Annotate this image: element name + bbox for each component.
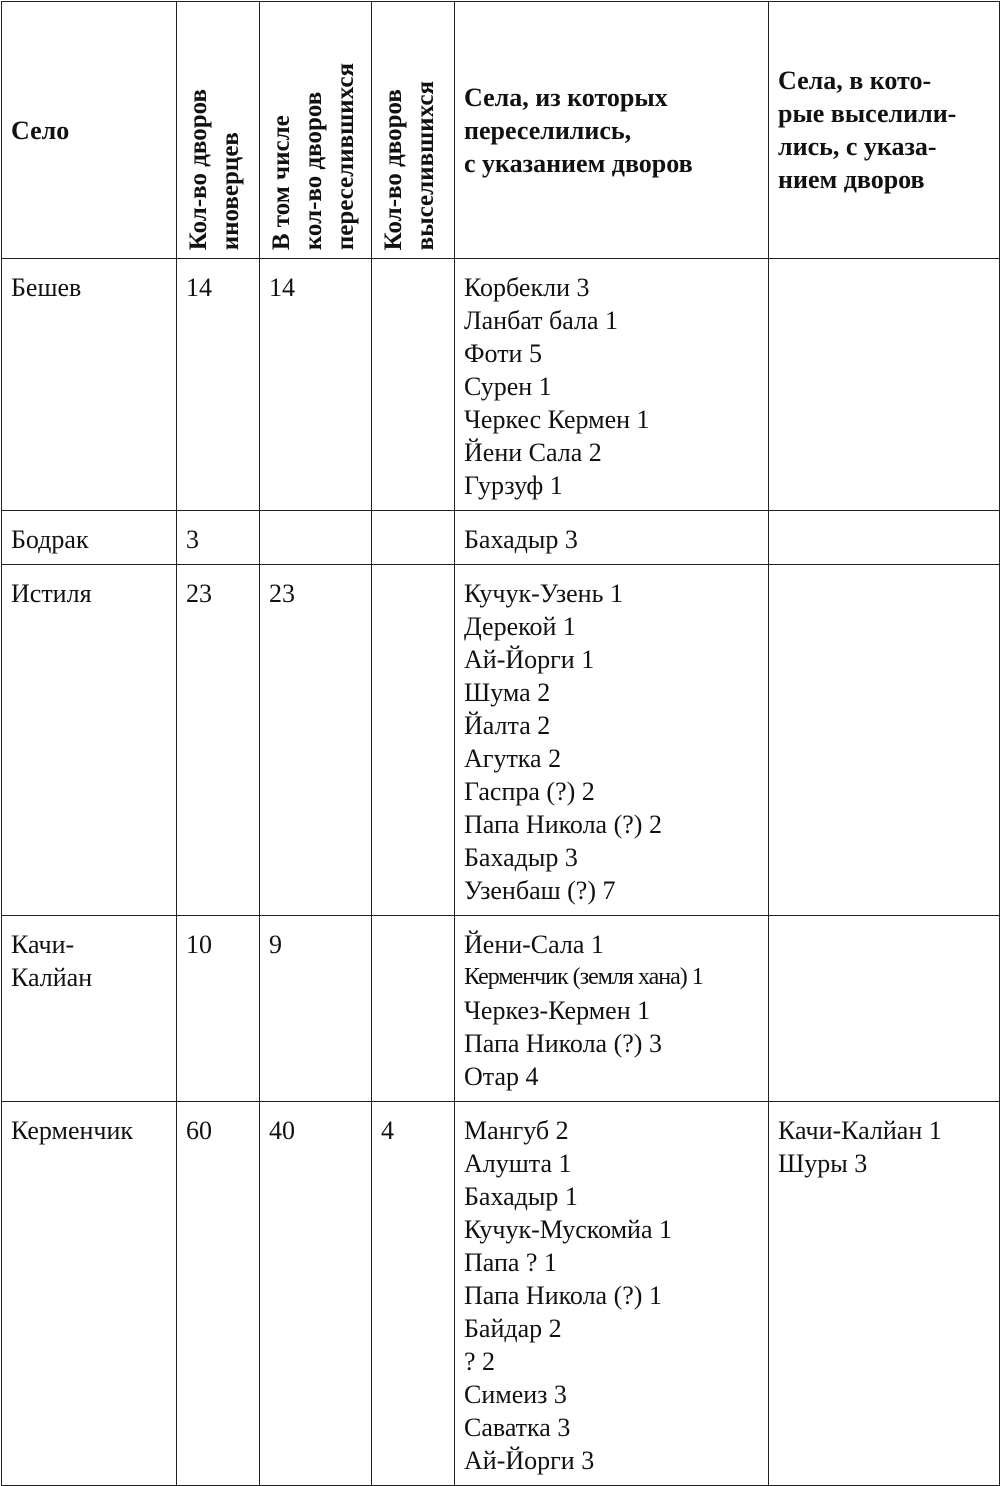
to-village-entry: Качи-Калйан 1 xyxy=(778,1116,942,1145)
from-village-entry: Узенбаш (?) 7 xyxy=(464,876,616,905)
from-village-entry: Бахадыр 3 xyxy=(464,525,578,554)
from-village-entry: Сурен 1 xyxy=(464,372,552,401)
from-village-entry: Симеиз 3 xyxy=(464,1380,567,1409)
header-households-label: Кол-во дворов иноверцев xyxy=(185,88,244,250)
evicted-value xyxy=(372,259,454,279)
evicted-value xyxy=(372,916,454,936)
from-village-entry: Саватка 3 xyxy=(464,1413,571,1442)
households-cell xyxy=(177,565,260,916)
from-village-entry: Бахадыр 1 xyxy=(464,1182,578,1211)
evicted-value xyxy=(372,511,454,531)
header-to-villages-label: Села, в кото- рые выселили- лись, с указа- нием дворов xyxy=(778,66,957,194)
resettled-cell xyxy=(260,259,372,511)
from-village-entry: Бахадыр 3 xyxy=(464,843,578,872)
from-village-entry: Кучук-Мускомйа 1 xyxy=(464,1215,672,1244)
households-value: 23 xyxy=(186,579,212,608)
header-evicted xyxy=(372,2,455,259)
header-evicted-label: Кол-во дворов выселившихся xyxy=(380,80,439,250)
from-villages-cell xyxy=(455,565,769,916)
village-cell xyxy=(2,1102,177,1486)
evicted-cell xyxy=(372,259,455,511)
from-village-entry: Отар 4 xyxy=(464,1062,539,1091)
households-value: 10 xyxy=(186,930,212,959)
from-village-entry: Кучук-Узень 1 xyxy=(464,579,623,608)
from-village-entry: Черкез-Кермен 1 xyxy=(464,996,651,1025)
resettled-cell xyxy=(260,1102,372,1486)
households-cell xyxy=(177,1102,260,1486)
village-cell xyxy=(2,565,177,916)
resettled-value: 14 xyxy=(269,273,295,302)
header-to-villages xyxy=(769,2,1000,259)
from-villages-cell xyxy=(455,511,769,565)
from-village-entry: Байдар 2 xyxy=(464,1314,562,1343)
village-name: Бешев xyxy=(11,273,82,302)
from-village-entry: Ай-Йорги 3 xyxy=(464,1446,595,1475)
table-row xyxy=(2,916,1000,1102)
village-table xyxy=(1,1,1000,1486)
from-village-entry: Папа ? 1 xyxy=(464,1248,557,1277)
from-village-entry: Агутка 2 xyxy=(464,744,562,773)
resettled-cell xyxy=(260,916,372,1102)
households-cell xyxy=(177,511,260,565)
from-village-entry: Йалта 2 xyxy=(464,711,551,740)
evicted-cell xyxy=(372,565,455,916)
from-village-entry: Черкес Кермен 1 xyxy=(464,405,650,434)
from-village-entry: Гаспра (?) 2 xyxy=(464,777,595,806)
header-resettled xyxy=(260,2,372,259)
from-village-entry: Фоти 5 xyxy=(464,339,542,368)
to-villages-cell xyxy=(769,565,1000,916)
village-name: Керменчик xyxy=(11,1116,134,1145)
to-villages-cell xyxy=(769,1102,1000,1486)
from-village-entry: Папа Никола (?) 1 xyxy=(464,1281,662,1310)
from-village-entry: Керменчик (земля хана) 1 xyxy=(464,964,703,990)
header-resettled-label: В том числе кол-во дворов переселившихся xyxy=(268,62,359,250)
evicted-cell xyxy=(372,916,455,1102)
from-village-entry: Шума 2 xyxy=(464,678,551,707)
village-name: Истиля xyxy=(11,579,92,608)
from-village-entry: Мангуб 2 xyxy=(464,1116,569,1145)
header-from-villages xyxy=(455,2,769,259)
village-cell xyxy=(2,511,177,565)
from-village-entry: Йени-Сала 1 xyxy=(464,930,604,959)
from-village-entry: Папа Никола (?) 3 xyxy=(464,1029,662,1058)
table-row xyxy=(2,1102,1000,1486)
table-row xyxy=(2,259,1000,511)
village-cell xyxy=(2,916,177,1102)
resettled-value: 9 xyxy=(269,930,282,959)
to-villages-cell xyxy=(769,259,1000,511)
from-village-entry: Алушта 1 xyxy=(464,1149,572,1178)
from-village-entry: Папа Никола (?) 2 xyxy=(464,810,662,839)
village-name: Бодрак xyxy=(11,525,89,554)
households-value: 60 xyxy=(186,1116,212,1145)
evicted-cell xyxy=(372,1102,455,1486)
from-village-entry: Корбекли 3 xyxy=(464,273,590,302)
from-village-entry: Ай-Йорги 1 xyxy=(464,645,595,674)
header-village-label: Село xyxy=(11,115,70,145)
evicted-value: 4 xyxy=(381,1116,394,1145)
households-value: 14 xyxy=(186,273,212,302)
to-villages-cell xyxy=(769,511,1000,565)
households-cell xyxy=(177,916,260,1102)
resettled-value: 23 xyxy=(269,579,295,608)
to-villages-cell xyxy=(769,916,1000,1102)
from-village-entry: Дерекой 1 xyxy=(464,612,576,641)
from-village-entry: Йени Сала 2 xyxy=(464,438,602,467)
evicted-value xyxy=(372,565,454,585)
resettled-value: 40 xyxy=(269,1116,295,1145)
to-village-entry: Шуры 3 xyxy=(778,1149,868,1178)
header-village xyxy=(2,2,177,259)
table-row xyxy=(2,565,1000,916)
from-village-entry: Ланбат бала 1 xyxy=(464,306,619,335)
village-cell xyxy=(2,259,177,511)
households-value: 3 xyxy=(186,525,199,554)
resettled-cell xyxy=(260,565,372,916)
resettled-cell xyxy=(260,511,372,565)
from-villages-cell xyxy=(455,1102,769,1486)
header-from-villages-label: Села, из которых переселились, с указанием дворов xyxy=(464,82,693,178)
header-row xyxy=(2,2,1000,259)
from-village-entry: Гурзуф 1 xyxy=(464,471,563,500)
from-villages-cell xyxy=(455,916,769,1102)
resettled-value xyxy=(260,511,371,531)
village-name: Качи- Калйан xyxy=(11,930,93,992)
evicted-cell xyxy=(372,511,455,565)
from-villages-cell xyxy=(455,259,769,511)
from-village-entry: ? 2 xyxy=(464,1347,496,1376)
households-cell xyxy=(177,259,260,511)
header-households xyxy=(177,2,260,259)
table-row xyxy=(2,511,1000,565)
